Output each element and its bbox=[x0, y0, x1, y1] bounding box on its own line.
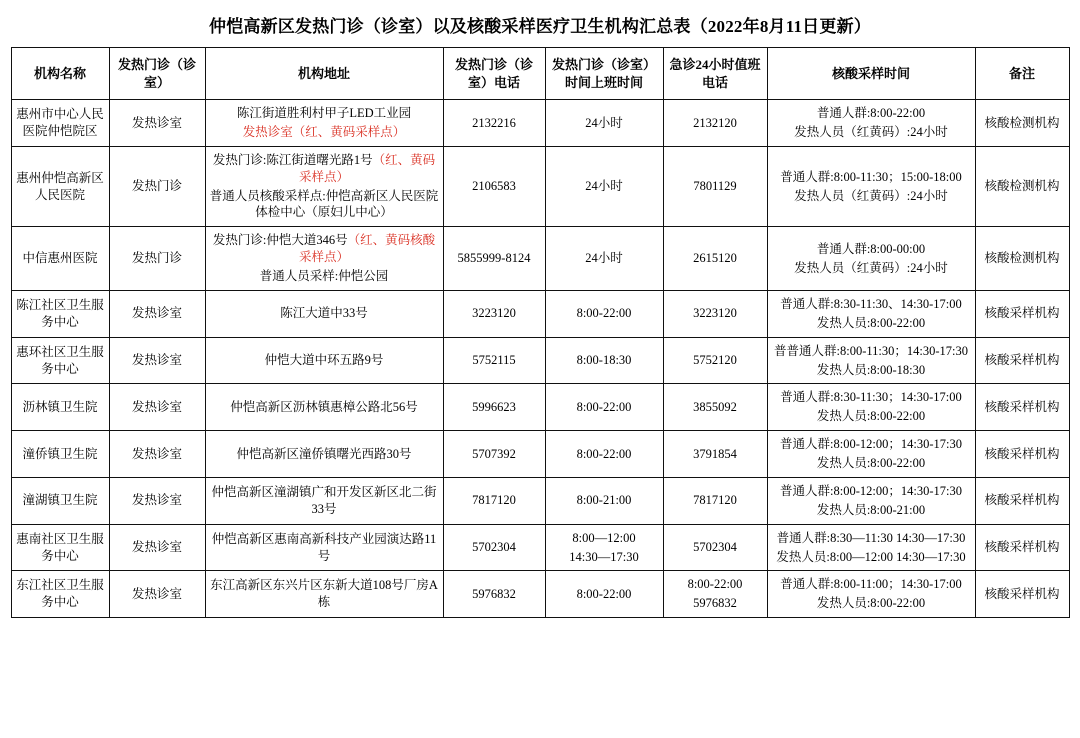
address-sampling-note: （红、黄码采样点） bbox=[298, 152, 436, 184]
cell-emergency-phone bbox=[663, 290, 767, 337]
column-header-sampling: 核酸采样时间 bbox=[767, 48, 975, 100]
cell-clinic-hours bbox=[545, 384, 663, 431]
cell-clinic-phone: 5752115 bbox=[443, 337, 545, 384]
column-header-address: 机构地址 bbox=[205, 48, 443, 100]
cell-clinic-phone: 7817120 bbox=[443, 477, 545, 524]
sampling-time-line: 普通人群:8:30-11:30；14:30-17:00 bbox=[780, 390, 962, 405]
cell-emergency-phone bbox=[663, 431, 767, 478]
table-header-row bbox=[11, 48, 1069, 100]
hours-line: 24小时 bbox=[585, 179, 623, 194]
cell-institution-name: 惠南社区卫生服务中心 bbox=[11, 524, 109, 571]
cell-clinic-hours bbox=[545, 100, 663, 147]
hours-line: 8:00-22:00 bbox=[576, 586, 632, 601]
emergency-line: 5976832 bbox=[693, 596, 737, 611]
table-row bbox=[11, 290, 1069, 337]
cell-institution-name: 中信惠州医院 bbox=[11, 227, 109, 291]
cell-institution-name: 惠环社区卫生服务中心 bbox=[11, 337, 109, 384]
cell-clinic-phone: 5855999-8124 bbox=[443, 227, 545, 291]
cell-sampling-time bbox=[767, 571, 975, 618]
cell-clinic-phone: 5976832 bbox=[443, 571, 545, 618]
cell-clinic-phone: 2106583 bbox=[443, 146, 545, 227]
cell-remark: 核酸采样机构 bbox=[975, 571, 1069, 618]
emergency-line: 3791854 bbox=[693, 446, 737, 461]
sampling-time-line: 普普通人群:8:00-11:30；14:30-17:30 bbox=[774, 343, 968, 358]
emergency-line: 7801129 bbox=[693, 179, 737, 194]
cell-clinic-type: 发热诊室 bbox=[109, 524, 205, 571]
emergency-line: 2132120 bbox=[693, 115, 737, 130]
sampling-time-line: 发热人员:8:00-21:00 bbox=[816, 502, 926, 517]
cell-clinic-type: 发热诊室 bbox=[109, 337, 205, 384]
sampling-time-line: 发热人员（红黄码）:24小时 bbox=[794, 124, 948, 139]
table-row bbox=[11, 100, 1069, 147]
sampling-time-line: 普通人群:8:00-22:00 bbox=[816, 106, 926, 121]
cell-clinic-phone: 5702304 bbox=[443, 524, 545, 571]
cell-clinic-type: 发热诊室 bbox=[109, 290, 205, 337]
cell-emergency-phone bbox=[663, 100, 767, 147]
cell-clinic-hours bbox=[545, 337, 663, 384]
address-text: 陈江大道中33号 bbox=[280, 306, 368, 321]
cell-address bbox=[205, 337, 443, 384]
cell-emergency-phone bbox=[663, 384, 767, 431]
cell-institution-name: 东江社区卫生服务中心 bbox=[11, 571, 109, 618]
emergency-line: 2615120 bbox=[693, 251, 737, 266]
column-header-clinic: 发热门诊（诊室） bbox=[109, 48, 205, 100]
cell-clinic-type: 发热门诊 bbox=[109, 227, 205, 291]
address-text: 陈江街道胜利村甲子LED工业园 bbox=[236, 106, 412, 121]
sampling-time-line: 普通人群:8:00-00:00 bbox=[816, 241, 926, 256]
address-sampling-note: （红、黄码核酸采样点） bbox=[298, 233, 436, 265]
cell-clinic-hours bbox=[545, 524, 663, 571]
sampling-time-line: 普通人群:8:00-11:00；14:30-17:00 bbox=[780, 577, 962, 592]
address-text: 发热门诊:仲恺大道346号 bbox=[212, 233, 348, 248]
sampling-time-line: 发热人员:8:00-22:00 bbox=[816, 409, 926, 424]
table-row bbox=[11, 227, 1069, 291]
sampling-time-line: 发热人员:8:00-18:30 bbox=[816, 362, 926, 377]
address-text: 仲恺高新区惠南高新科技产业园演达路11号 bbox=[211, 531, 437, 563]
cell-sampling-time bbox=[767, 524, 975, 571]
sampling-time-line: 普通人群:8:00-12:00；14:30-17:30 bbox=[780, 483, 962, 498]
sampling-time-line: 普通人群:8:00-12:00；14:30-17:30 bbox=[780, 437, 962, 452]
cell-sampling-time bbox=[767, 146, 975, 227]
table-row bbox=[11, 571, 1069, 618]
hours-line: 24小时 bbox=[585, 251, 623, 266]
cell-clinic-hours bbox=[545, 571, 663, 618]
cell-remark: 核酸检测机构 bbox=[975, 146, 1069, 227]
address-line bbox=[209, 187, 440, 223]
cell-remark: 核酸采样机构 bbox=[975, 477, 1069, 524]
cell-address bbox=[205, 290, 443, 337]
sampling-time-line: 普通人群:8:00-11:30；15:00-18:00 bbox=[780, 169, 962, 184]
hours-line: 24小时 bbox=[585, 115, 623, 130]
hours-line: 8:00-21:00 bbox=[576, 493, 632, 508]
cell-clinic-phone: 5707392 bbox=[443, 431, 545, 478]
sampling-time-line: 发热人员:8:00—12:00 14:30—17:30 bbox=[776, 549, 966, 564]
sampling-time-line: 普通人群:8:30—11:30 14:30—17:30 bbox=[776, 530, 966, 545]
cell-remark: 核酸采样机构 bbox=[975, 290, 1069, 337]
cell-clinic-phone: 2132216 bbox=[443, 100, 545, 147]
cell-institution-name: 惠州市中心人民医院仲恺院区 bbox=[11, 100, 109, 147]
cell-clinic-hours bbox=[545, 477, 663, 524]
cell-remark: 核酸采样机构 bbox=[975, 384, 1069, 431]
cell-clinic-phone: 5996623 bbox=[443, 384, 545, 431]
sampling-time-line: 普通人群:8:30-11:30、14:30-17:00 bbox=[780, 296, 962, 311]
cell-sampling-time bbox=[767, 477, 975, 524]
cell-emergency-phone bbox=[663, 227, 767, 291]
cell-sampling-time bbox=[767, 337, 975, 384]
emergency-line: 3855092 bbox=[693, 399, 737, 414]
cell-clinic-type: 发热诊室 bbox=[109, 431, 205, 478]
table-row bbox=[11, 477, 1069, 524]
cell-remark: 核酸采样机构 bbox=[975, 524, 1069, 571]
table-row bbox=[11, 384, 1069, 431]
emergency-line: 8:00-22:00 bbox=[687, 577, 743, 592]
sampling-time-line: 发热人员（红黄码）:24小时 bbox=[794, 260, 948, 275]
clinic-summary-table bbox=[11, 47, 1070, 618]
cell-sampling-time bbox=[767, 227, 975, 291]
cell-clinic-phone: 3223120 bbox=[443, 290, 545, 337]
table-row bbox=[11, 146, 1069, 227]
cell-sampling-time bbox=[767, 290, 975, 337]
sampling-time-line: 发热人员:8:00-22:00 bbox=[816, 315, 926, 330]
sampling-time-line: 发热人员（红黄码）:24小时 bbox=[794, 188, 948, 203]
cell-address bbox=[205, 146, 443, 227]
emergency-line: 3223120 bbox=[693, 306, 737, 321]
hours-line: 8:00-18:30 bbox=[576, 353, 632, 368]
cell-institution-name: 沥林镇卫生院 bbox=[11, 384, 109, 431]
hours-line: 14:30—17:30 bbox=[569, 549, 639, 564]
address-sampling-note: 发热诊室（红、黄码采样点） bbox=[242, 124, 406, 139]
column-header-emergency: 急诊24小时值班电话 bbox=[663, 48, 767, 100]
column-header-remark: 备注 bbox=[975, 48, 1069, 100]
cell-address bbox=[205, 227, 443, 291]
cell-institution-name: 惠州仲恺高新区人民医院 bbox=[11, 146, 109, 227]
cell-institution-name: 陈江社区卫生服务中心 bbox=[11, 290, 109, 337]
sampling-time-line: 发热人员:8:00-22:00 bbox=[816, 596, 926, 611]
address-line bbox=[209, 231, 440, 267]
hours-line: 8:00-22:00 bbox=[576, 306, 632, 321]
cell-address bbox=[205, 477, 443, 524]
cell-institution-name: 潼湖镇卫生院 bbox=[11, 477, 109, 524]
cell-address bbox=[205, 524, 443, 571]
table-row bbox=[11, 337, 1069, 384]
cell-remark: 核酸检测机构 bbox=[975, 100, 1069, 147]
cell-institution-name: 潼侨镇卫生院 bbox=[11, 431, 109, 478]
cell-remark: 核酸检测机构 bbox=[975, 227, 1069, 291]
address-line bbox=[209, 267, 440, 286]
address-text: 发热门诊:陈江街道曙光路1号 bbox=[212, 152, 373, 167]
column-header-hours: 发热门诊（诊室）时间上班时间 bbox=[545, 48, 663, 100]
sampling-time-line: 发热人员:8:00-22:00 bbox=[816, 456, 926, 471]
cell-clinic-hours bbox=[545, 227, 663, 291]
cell-clinic-type: 发热诊室 bbox=[109, 477, 205, 524]
cell-clinic-hours bbox=[545, 146, 663, 227]
hours-line: 8:00-22:00 bbox=[576, 446, 632, 461]
cell-remark: 核酸采样机构 bbox=[975, 431, 1069, 478]
cell-emergency-phone bbox=[663, 146, 767, 227]
cell-sampling-time bbox=[767, 100, 975, 147]
address-text: 仲恺高新区沥林镇惠樟公路北56号 bbox=[230, 399, 418, 414]
cell-emergency-phone bbox=[663, 571, 767, 618]
cell-address bbox=[205, 100, 443, 147]
cell-sampling-time bbox=[767, 431, 975, 478]
emergency-line: 7817120 bbox=[693, 493, 737, 508]
cell-sampling-time bbox=[767, 384, 975, 431]
cell-clinic-type: 发热门诊 bbox=[109, 146, 205, 227]
page-title: 仲恺高新区发热门诊（诊室）以及核酸采样医疗卫生机构汇总表（2022年8月11日更新） bbox=[209, 17, 871, 36]
cell-address bbox=[205, 431, 443, 478]
cell-emergency-phone bbox=[663, 477, 767, 524]
cell-address bbox=[205, 571, 443, 618]
hours-line: 8:00-22:00 bbox=[576, 399, 632, 414]
cell-clinic-type: 发热诊室 bbox=[109, 571, 205, 618]
cell-clinic-type: 发热诊室 bbox=[109, 384, 205, 431]
address-text: 仲恺高新区潼湖镇广和开发区新区北二街33号 bbox=[211, 484, 437, 516]
cell-clinic-type: 发热诊室 bbox=[109, 100, 205, 147]
emergency-line: 5752120 bbox=[693, 353, 737, 368]
cell-remark: 核酸采样机构 bbox=[975, 337, 1069, 384]
table-row bbox=[11, 524, 1069, 571]
address-text: 仲恺高新区潼侨镇曙光西路30号 bbox=[236, 446, 412, 461]
cell-emergency-phone bbox=[663, 524, 767, 571]
column-header-name: 机构名称 bbox=[11, 48, 109, 100]
address-line bbox=[209, 151, 440, 187]
cell-address bbox=[205, 384, 443, 431]
hours-line: 8:00—12:00 bbox=[572, 530, 636, 545]
address-text: 普通人员采样:仲恺公园 bbox=[259, 269, 389, 284]
cell-emergency-phone bbox=[663, 337, 767, 384]
cell-clinic-hours bbox=[545, 290, 663, 337]
table-body bbox=[11, 100, 1069, 618]
address-text: 仲恺大道中环五路9号 bbox=[264, 353, 384, 368]
cell-clinic-hours bbox=[545, 431, 663, 478]
column-header-phone: 发热门诊（诊室）电话 bbox=[443, 48, 545, 100]
address-text: 普通人员核酸采样点:仲恺高新区人民医院体检中心（原妇儿中心） bbox=[209, 188, 439, 220]
emergency-line: 5702304 bbox=[693, 540, 737, 555]
table-row bbox=[11, 431, 1069, 478]
address-text: 东江高新区东兴片区东新大道108号厂房A栋 bbox=[210, 578, 438, 610]
